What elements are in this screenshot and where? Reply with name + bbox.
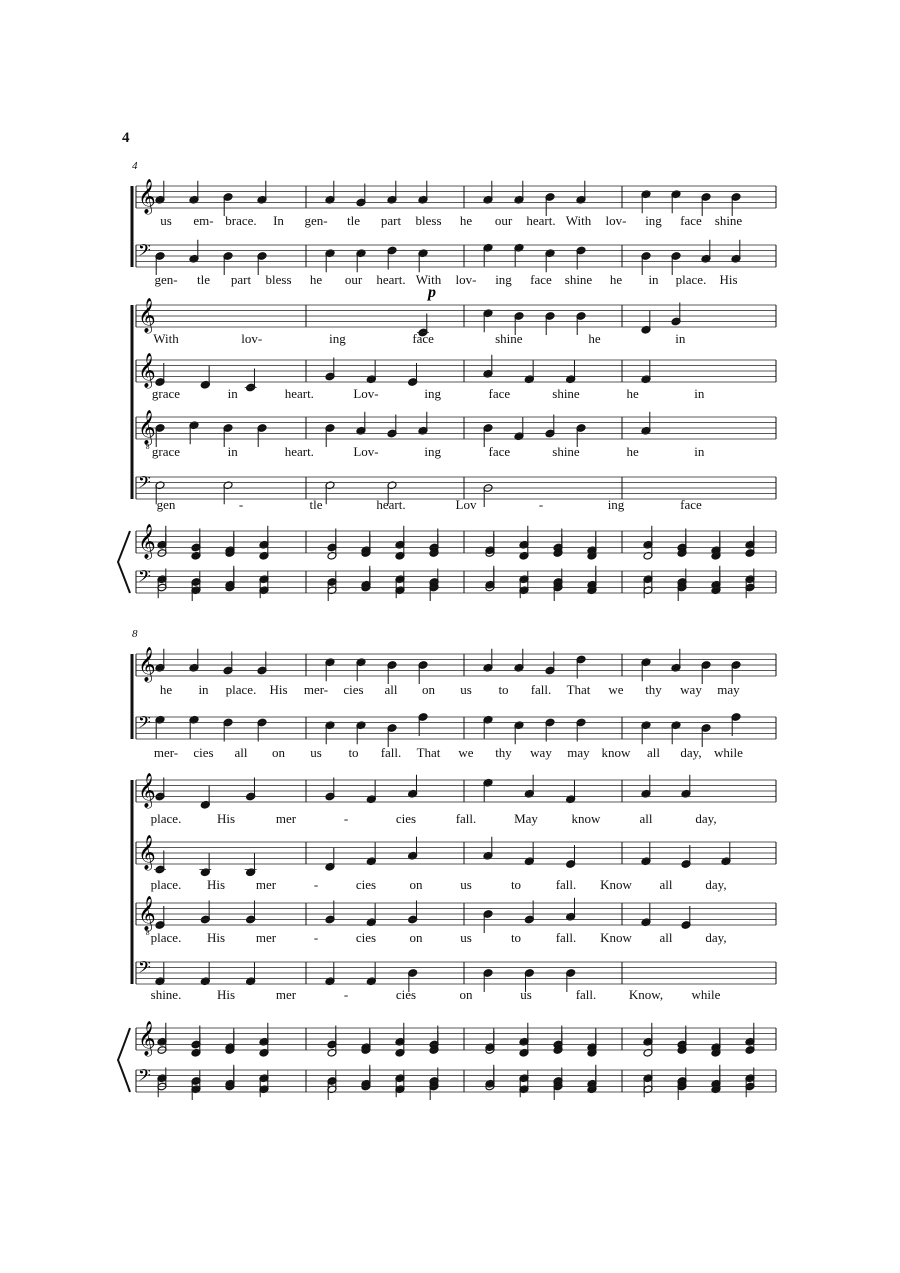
lyric-syllable: place. (150, 811, 182, 826)
tenor-1-staff (136, 773, 776, 809)
system-2 (118, 649, 755, 1100)
clef-treble-icon: 𝄞 (138, 835, 156, 870)
clef-treble-icon: 𝄞 (138, 410, 156, 445)
lyric-syllable: With (153, 331, 179, 346)
lyric-syllable: Know, (628, 987, 664, 1002)
page-number: 4 (122, 130, 130, 146)
lyric-syllable: to (348, 745, 359, 760)
lyric-syllable: - (313, 930, 319, 945)
lyric-syllable: he (626, 386, 639, 401)
lyric-syllable: tle (197, 272, 210, 287)
lyric-syllable: That (566, 682, 591, 697)
lyric-syllable: cies (355, 930, 377, 945)
lyric-syllable: grace (151, 444, 181, 459)
lyric-syllable: us (460, 682, 472, 697)
lyric-syllable: day, (695, 811, 717, 826)
lyric-syllable: Lov- (353, 386, 379, 401)
tenor-2-lyrics (152, 386, 705, 401)
clef-treble-icon: 𝄞 (138, 179, 156, 214)
lyric-syllable: all (659, 930, 673, 945)
lyric-syllable: - (538, 497, 544, 512)
clef-treble-icon: 𝄞 (138, 353, 156, 388)
tenor-1-notes (417, 303, 681, 337)
lyric-syllable: in (198, 682, 209, 697)
lyric-syllable: may (567, 745, 590, 760)
lyric-syllable: ing (495, 272, 512, 287)
lyric-syllable: bless (415, 213, 442, 228)
lyric-syllable: us (460, 877, 472, 892)
lyric-syllable: all (639, 811, 653, 826)
lyric-syllable: on (409, 930, 423, 945)
lyric-syllable: he (626, 444, 639, 459)
lyric-syllable: shine (714, 213, 743, 228)
lyric-syllable: In (273, 213, 284, 228)
lyric-syllable: day, (680, 745, 702, 760)
tenor-1-lyrics (151, 811, 717, 826)
lyric-syllable: day, (705, 877, 727, 892)
lyric-syllable: us (160, 213, 172, 228)
lyric-syllable: mer- (303, 682, 329, 697)
clef-treble-icon: 𝄞 (138, 524, 156, 559)
lyric-syllable: Know (600, 877, 632, 892)
lyric-syllable: cies (395, 987, 417, 1002)
baritone-lyrics (151, 930, 727, 945)
lyric-syllable: His (216, 987, 236, 1002)
lyric-syllable: way (530, 745, 552, 760)
clef-bass-icon: 𝄢 (138, 712, 151, 736)
lyric-syllable: all (659, 877, 673, 892)
lyric-syllable: thy (645, 682, 662, 697)
lyric-syllable: mer (275, 987, 297, 1002)
bass-lyrics (151, 987, 721, 1002)
lyric-syllable: shine (552, 444, 580, 459)
clef-treble-icon: 𝄞 (138, 773, 156, 808)
soprano-lyrics (160, 213, 742, 228)
lyric-syllable: while (691, 987, 721, 1002)
lyric-syllable: May (514, 811, 538, 826)
tenor-2-staff (136, 835, 776, 871)
alto-notes (155, 713, 741, 747)
tenor-2-lyrics (151, 877, 727, 892)
lyric-syllable: may (717, 682, 740, 697)
dynamic-marking: p (428, 284, 436, 301)
lyric-syllable: em- (193, 213, 214, 228)
clef-treble-icon: 𝄞 (138, 647, 156, 682)
lyric-syllable: Know (600, 930, 632, 945)
clef-bass-icon: 𝄢 (138, 240, 151, 264)
clef-bass-icon: 𝄢 (138, 957, 151, 981)
lyric-syllable: he (159, 682, 173, 697)
alto-lyrics (154, 745, 743, 760)
lyric-syllable: - (238, 497, 244, 512)
lyric-syllable: way (680, 682, 702, 697)
lyric-syllable: we (608, 682, 624, 697)
clef-treble-icon: 𝄞 (138, 1021, 156, 1056)
lyric-syllable: His (206, 877, 226, 892)
lyric-syllable: mer (255, 877, 277, 892)
lyric-syllable: in (227, 444, 238, 459)
lyric-syllable: tle (309, 497, 323, 512)
lyric-syllable: on (272, 745, 285, 760)
lyric-syllable: shine. (150, 987, 182, 1002)
lyric-syllable: fall. (455, 811, 477, 826)
lyric-syllable: mer (255, 930, 277, 945)
lyric-syllable: face (680, 213, 702, 228)
baritone-staff (136, 896, 776, 937)
lyric-syllable: lov- (455, 272, 477, 287)
lyric-syllable: fall. (530, 682, 552, 697)
lyric-syllable: place. (150, 930, 182, 945)
measure-number: 8 (132, 628, 138, 640)
tenor-1-lyrics (153, 331, 686, 346)
lyric-syllable: His (719, 272, 738, 287)
lyric-syllable: That (416, 745, 441, 760)
lyric-syllable: heart. (284, 444, 314, 459)
lyric-syllable: - (313, 877, 319, 892)
piano-brace (118, 1028, 130, 1092)
octave-mark: 8 (146, 443, 150, 451)
lyric-syllable: to (498, 682, 509, 697)
lyric-syllable: he (588, 331, 601, 346)
lyric-syllable: gen- (154, 272, 178, 287)
lyric-syllable: heart. (376, 497, 406, 512)
soprano-staff (136, 179, 776, 215)
lyric-syllable: cies (355, 877, 377, 892)
lyric-syllable: heart. (526, 213, 556, 228)
clef-treble-icon: 𝄞 (138, 298, 156, 333)
lyric-syllable: part (230, 272, 252, 287)
octave-mark: 8 (146, 929, 150, 937)
lyric-syllable: in (675, 331, 686, 346)
lyric-syllable: shine (564, 272, 593, 287)
lyric-syllable: face (488, 444, 511, 459)
clef-bass-icon: 𝄢 (138, 472, 151, 496)
bass-staff (136, 957, 776, 984)
lyric-syllable: cies (343, 682, 364, 697)
lyric-syllable: brace. (225, 213, 257, 228)
baritone-lyrics (152, 444, 705, 459)
lyric-syllable: us (460, 930, 472, 945)
lyric-syllable: on (409, 877, 423, 892)
lyric-syllable: grace (151, 386, 181, 401)
clef-treble-icon: 𝄞 (138, 896, 156, 931)
lyric-syllable: face (412, 331, 434, 346)
lyric-syllable: all (384, 682, 398, 697)
lyric-syllable: know (601, 745, 631, 760)
lyric-syllable: face (530, 272, 552, 287)
lyric-syllable: - (343, 811, 349, 826)
lyric-syllable: His (269, 682, 288, 697)
lyric-syllable: he (609, 272, 623, 287)
lyric-syllable: he (309, 272, 323, 287)
lyric-syllable: in (648, 272, 659, 287)
bass-notes (155, 481, 493, 507)
lyric-syllable: gen- (304, 213, 328, 228)
lyric-syllable: we (458, 745, 474, 760)
lyric-syllable: His (206, 930, 226, 945)
lyric-syllable: fall. (555, 877, 577, 892)
lyric-syllable: With (565, 213, 592, 228)
lyric-syllable: cies (193, 745, 214, 760)
lyric-syllable: shine (552, 386, 580, 401)
lyric-syllable: to (510, 877, 522, 892)
lyric-syllable: he (459, 213, 473, 228)
lyric-syllable: place. (150, 877, 182, 892)
lyric-syllable: ing (424, 444, 441, 459)
lyric-syllable: us (310, 745, 322, 760)
lyric-syllable: Lov (455, 497, 477, 512)
measure-number: 4 (132, 160, 138, 172)
lyric-syllable: to (510, 930, 522, 945)
lyric-syllable: - (343, 987, 349, 1002)
tenor-2-notes (154, 837, 731, 877)
lyric-syllable: in (694, 444, 705, 459)
lyric-syllable: ing (424, 386, 441, 401)
lyric-syllable: ing (645, 213, 662, 228)
piano-brace (118, 531, 130, 593)
lyric-syllable: face (488, 386, 511, 401)
tenor-2-staff (136, 353, 776, 389)
lyric-syllable: us (520, 987, 532, 1002)
lyric-syllable: all (234, 745, 248, 760)
lyric-syllable: tle (347, 213, 360, 228)
lyric-syllable: His (216, 811, 236, 826)
system-1 (118, 181, 755, 601)
soprano-lyrics (160, 682, 740, 697)
lyric-syllable: mer (275, 811, 297, 826)
lyric-syllable: heart. (376, 272, 406, 287)
alto-lyrics (154, 272, 737, 287)
lyric-syllable: heart. (284, 386, 314, 401)
lyric-syllable: gen (156, 497, 176, 512)
lyric-syllable: ing (607, 497, 625, 512)
lyric-syllable: our (494, 213, 513, 228)
clef-bass-icon: 𝄢 (138, 566, 151, 590)
lyric-syllable: fall. (555, 930, 577, 945)
lyric-syllable: ing (329, 331, 346, 346)
lyric-syllable: lov- (605, 213, 627, 228)
lyric-syllable: fall. (380, 745, 402, 760)
lyric-syllable: while (714, 745, 743, 760)
lyric-syllable: lov- (241, 331, 263, 346)
lyric-syllable: fall. (575, 987, 597, 1002)
lyric-syllable: on (422, 682, 435, 697)
lyric-syllable: on (459, 987, 473, 1002)
lyric-syllable: bless (265, 272, 292, 287)
lyric-syllable: thy (495, 745, 512, 760)
lyric-syllable: our (344, 272, 363, 287)
lyric-syllable: shine (495, 331, 523, 346)
lyric-syllable: face (680, 497, 702, 512)
lyric-syllable: all (647, 745, 660, 760)
lyric-syllable: know (571, 811, 601, 826)
lyric-syllable: in (694, 386, 705, 401)
lyric-syllable: place. (225, 682, 257, 697)
clef-bass-icon: 𝄢 (138, 1065, 151, 1089)
lyric-syllable: place. (675, 272, 707, 287)
lyric-syllable: in (227, 386, 238, 401)
lyric-syllable: part (380, 213, 402, 228)
lyric-syllable: mer- (153, 745, 179, 760)
lyric-syllable: day, (705, 930, 727, 945)
lyric-syllable: cies (395, 811, 417, 826)
lyric-syllable: Lov- (353, 444, 379, 459)
lyric-syllable: With (415, 272, 442, 287)
